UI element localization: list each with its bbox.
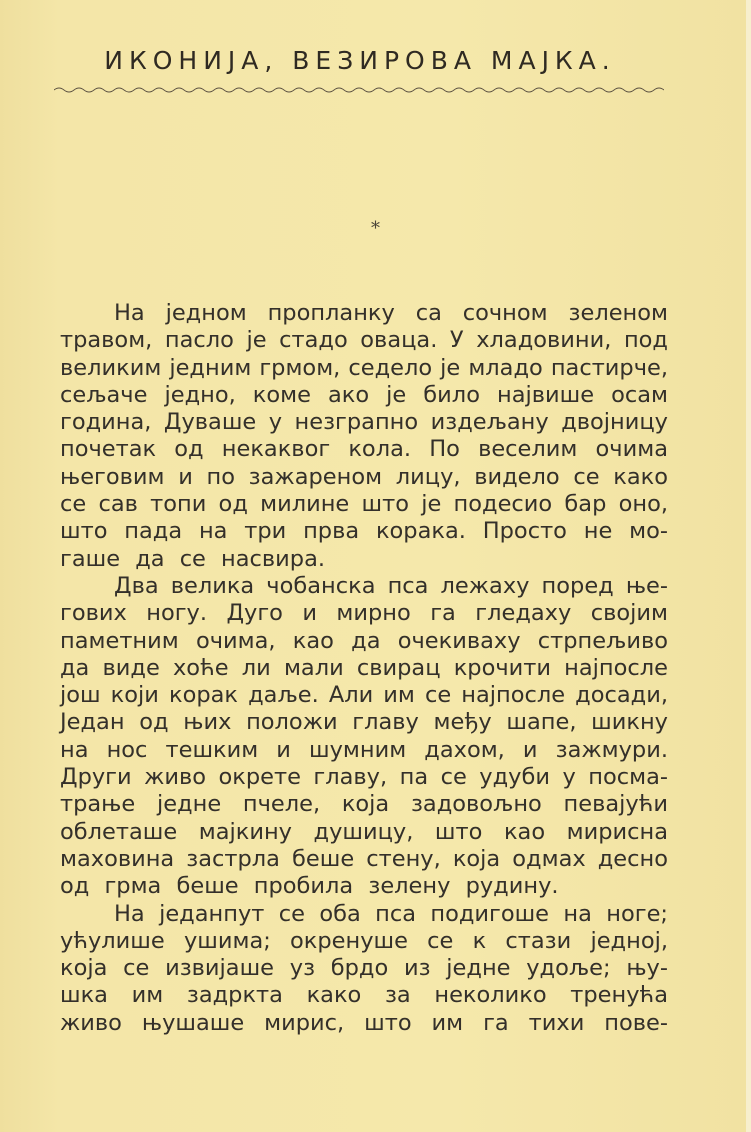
asterisk-ornament: * <box>371 218 380 239</box>
text-line: Други живо окрете главу, па се удуби у посма- <box>60 764 668 791</box>
text-line: живо њушаше мирис, што им га тихи пове- <box>60 1009 668 1036</box>
text-line: на нос тешким и шумним дахом, и зажмури. <box>60 736 668 763</box>
text-line: сељаче једно, коме ако је било највише осам <box>60 381 668 408</box>
text-line: паметним очима, као да очекиваху стрпељиво <box>60 627 668 654</box>
text-line: од грма беше пробила зелену рудину. <box>60 873 559 900</box>
text-line: великим једним грмом, седело је младо пастирче, <box>60 354 668 381</box>
text-line: гових ногу. Дуго и мирно га гледаху својим <box>60 600 668 627</box>
text-line: На једанпут се оба пса подигоше на ноге; <box>114 900 668 927</box>
text-line: трање једне пчеле, која задовољно певајући <box>60 791 668 818</box>
text-line: да виде хоће ли мали свирац крочити најпосле <box>60 654 668 681</box>
text-line: ућулише ушима; окренуше се к стази једној, <box>60 927 668 954</box>
text-line: шка им задркта како за неколико тренућа <box>60 982 668 1009</box>
text-line: што пада на три прва корака. Просто не мо- <box>60 518 668 545</box>
text-line: облеташе мајкину душицу, што као мирисна <box>60 818 668 845</box>
header-wavy-rule <box>54 86 664 94</box>
text-line: гаше да се насвира. <box>60 545 326 572</box>
text-line: се сав топи од милине што је подесио бар оно, <box>60 491 668 518</box>
text-line: почетак од некаквог кола. По веселим очима <box>60 436 668 463</box>
page-edge <box>746 0 751 1132</box>
page-title: ИКОНИЈА, ВЕЗИРОВА МАЈКА. <box>104 46 616 75</box>
text-line: Два велика чобанска пса лежаху поред ње- <box>114 572 668 599</box>
text-line: Један од њих положи главу међу шапе, шикну <box>60 709 668 736</box>
text-line: маховина застрла беше стену, која одмах десно <box>60 845 668 872</box>
text-line: још који корак даље. Али им се најпосле досади, <box>60 682 668 709</box>
text-line: травом, пасло је стадо оваца. У хладовини, под <box>60 327 668 354</box>
text-line: На једном пропланку са сочном зеленом <box>114 300 668 326</box>
text-line: која се извијаше уз брдо из једне удоље; њу- <box>60 955 668 982</box>
text-line: његовим и по зажареном лицу, видело се како <box>60 463 668 490</box>
body-text <box>60 300 668 1037</box>
text-line: година, Дуваше у незграпно издељану двојницу <box>60 409 668 436</box>
